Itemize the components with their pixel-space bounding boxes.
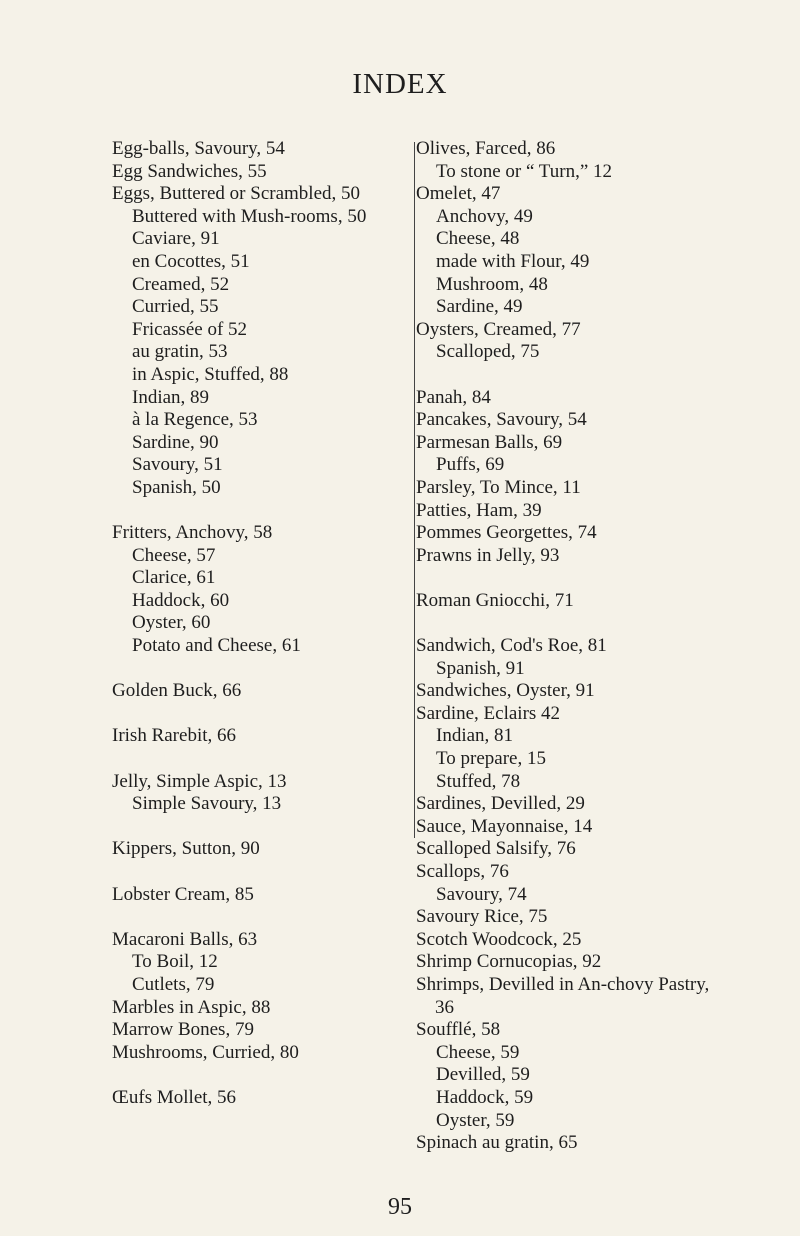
index-entry: Sardine, Eclairs 42 [416, 702, 561, 724]
index-subentry: en Cocottes, 51 [132, 250, 250, 272]
index-entry: Roman Gniocchi, 71 [416, 589, 574, 611]
index-entry: Kippers, Sutton, 90 [112, 838, 260, 860]
index-column-left [112, 138, 412, 1132]
index-entry: Pancakes, Savoury, 54 [416, 409, 587, 431]
index-subentry: au gratin, 53 [132, 341, 228, 363]
index-entry: Œufs Mollet, 56 [112, 1086, 237, 1108]
index-group [112, 838, 412, 861]
index-entry: Scallops, 76 [416, 861, 509, 882]
index-subentry: Buttered with Mush-rooms, 50 [132, 205, 367, 227]
index-entry: Omelet, 47 [416, 183, 501, 205]
index-subentry: Potato and Cheese, 61 [132, 635, 301, 657]
index-entry: Oysters, Creamed, 77 [416, 318, 581, 340]
index-subentry: Cheese, 59 [436, 1041, 520, 1063]
index-subentry: Cutlets, 79 [132, 973, 215, 995]
index-group [416, 635, 721, 1155]
index-group [112, 1087, 412, 1110]
index-subentry: Indian, 81 [436, 725, 514, 747]
index-entry: Fritters, Anchovy, 58 [112, 522, 273, 544]
index-subentry: Stuffed, 78 [436, 770, 521, 792]
index-entry: Jelly, Simple Aspic, 13 [112, 770, 287, 792]
index-subentry: Creamed, 52 [132, 273, 230, 295]
index-group [112, 771, 412, 816]
page-title: INDEX [352, 68, 448, 100]
index-entry: Sandwiches, Oyster, 91 [416, 680, 595, 702]
index-group [112, 138, 412, 500]
index-entry: Marrow Bones, 79 [112, 1019, 254, 1041]
index-entry: Parsley, To Mince, 11 [416, 476, 581, 498]
index-entry: Pommes Georgettes, 74 [416, 522, 597, 544]
index-subentry: Clarice, 61 [132, 567, 216, 589]
index-entry: Egg-balls, Savoury, 54 [112, 138, 285, 159]
index-subentry: Simple Savoury, 13 [132, 793, 282, 815]
index-entry: Parmesan Balls, 69 [416, 431, 563, 453]
index-subentry: Savoury, 74 [436, 883, 527, 905]
index-subentry: Curried, 55 [132, 296, 219, 318]
index-entry: Shrimp Cornucopias, 92 [416, 951, 602, 973]
index-entry: Egg Sandwiches, 55 [112, 160, 267, 182]
index-entry: Scalloped Salsify, 76 [416, 838, 576, 860]
index-entry: Mushrooms, Curried, 80 [112, 1041, 299, 1063]
index-subentry: in Aspic, Stuffed, 88 [132, 363, 289, 385]
index-subentry: To Boil, 12 [132, 951, 218, 973]
index-entry: Prawns in Jelly, 93 [416, 544, 560, 566]
index-subentry: Devilled, 59 [436, 1064, 530, 1086]
index-entry: Patties, Ham, 39 [416, 499, 542, 521]
index-entry: Soufflé, 58 [416, 1019, 501, 1041]
index-subentry: Mushroom, 48 [436, 273, 548, 295]
index-entry: Spinach au gratin, 65 [416, 1132, 578, 1154]
index-entry: Lobster Cream, 85 [112, 883, 254, 905]
index-subentry: Oyster, 60 [132, 612, 211, 634]
index-subentry: To prepare, 15 [436, 748, 546, 770]
index-subentry: Haddock, 60 [132, 589, 230, 611]
index-subentry: Puffs, 69 [436, 454, 505, 476]
index-entry: Savoury Rice, 75 [416, 906, 548, 928]
index-group [416, 138, 721, 364]
index-subentry: à la Regence, 53 [132, 409, 258, 431]
index-group [112, 725, 412, 748]
index-entry: Scotch Woodcock, 25 [416, 928, 582, 950]
index-subentry: Spanish, 50 [132, 476, 221, 498]
index-subentry: Scalloped, 75 [436, 341, 540, 363]
index-subentry: Haddock, 59 [436, 1086, 534, 1108]
page-number: 95 [388, 1194, 412, 1220]
index-subentry: To stone or “ Turn,” 12 [436, 160, 613, 182]
index-entry: Golden Buck, 66 [112, 680, 242, 702]
index-subentry: Spanish, 91 [436, 657, 525, 679]
index-column-right [416, 138, 721, 1177]
index-group [112, 522, 412, 658]
index-entry: Eggs, Buttered or Scrambled, 50 [112, 183, 361, 205]
index-entry: Sauce, Mayonnaise, 14 [416, 815, 593, 837]
index-group [112, 884, 412, 907]
index-entry: Irish Rarebit, 66 [112, 725, 237, 747]
index-subentry: Fricassée of 52 [132, 318, 248, 340]
index-subentry: Sardine, 49 [436, 296, 523, 318]
index-subentry: Cheese, 57 [132, 544, 216, 566]
index-group [416, 387, 721, 568]
index-subentry: Anchovy, 49 [436, 205, 533, 227]
index-entry: Sardines, Devilled, 29 [416, 793, 585, 815]
index-group [416, 590, 721, 613]
index-subentry: Savoury, 51 [132, 454, 223, 476]
index-entry: Macaroni Balls, 63 [112, 928, 258, 950]
index-entry: Marbles in Aspic, 88 [112, 996, 271, 1018]
index-entry: Panah, 84 [416, 386, 491, 408]
index-entry: Olives, Farced, 86 [416, 138, 556, 159]
index-group [112, 929, 412, 1065]
index-entry: Shrimps, Devilled in An-chovy Pastry, 36 [416, 973, 710, 1018]
index-entry: Sandwich, Cod's Roe, 81 [416, 635, 607, 657]
index-subentry: Cheese, 48 [436, 228, 520, 250]
index-group [112, 680, 412, 703]
index-subentry: Oyster, 59 [436, 1109, 515, 1131]
index-subentry: Caviare, 91 [132, 228, 220, 250]
index-subentry: Indian, 89 [132, 386, 210, 408]
index-subentry: made with Flour, 49 [436, 250, 590, 272]
index-subentry: Sardine, 90 [132, 431, 219, 453]
